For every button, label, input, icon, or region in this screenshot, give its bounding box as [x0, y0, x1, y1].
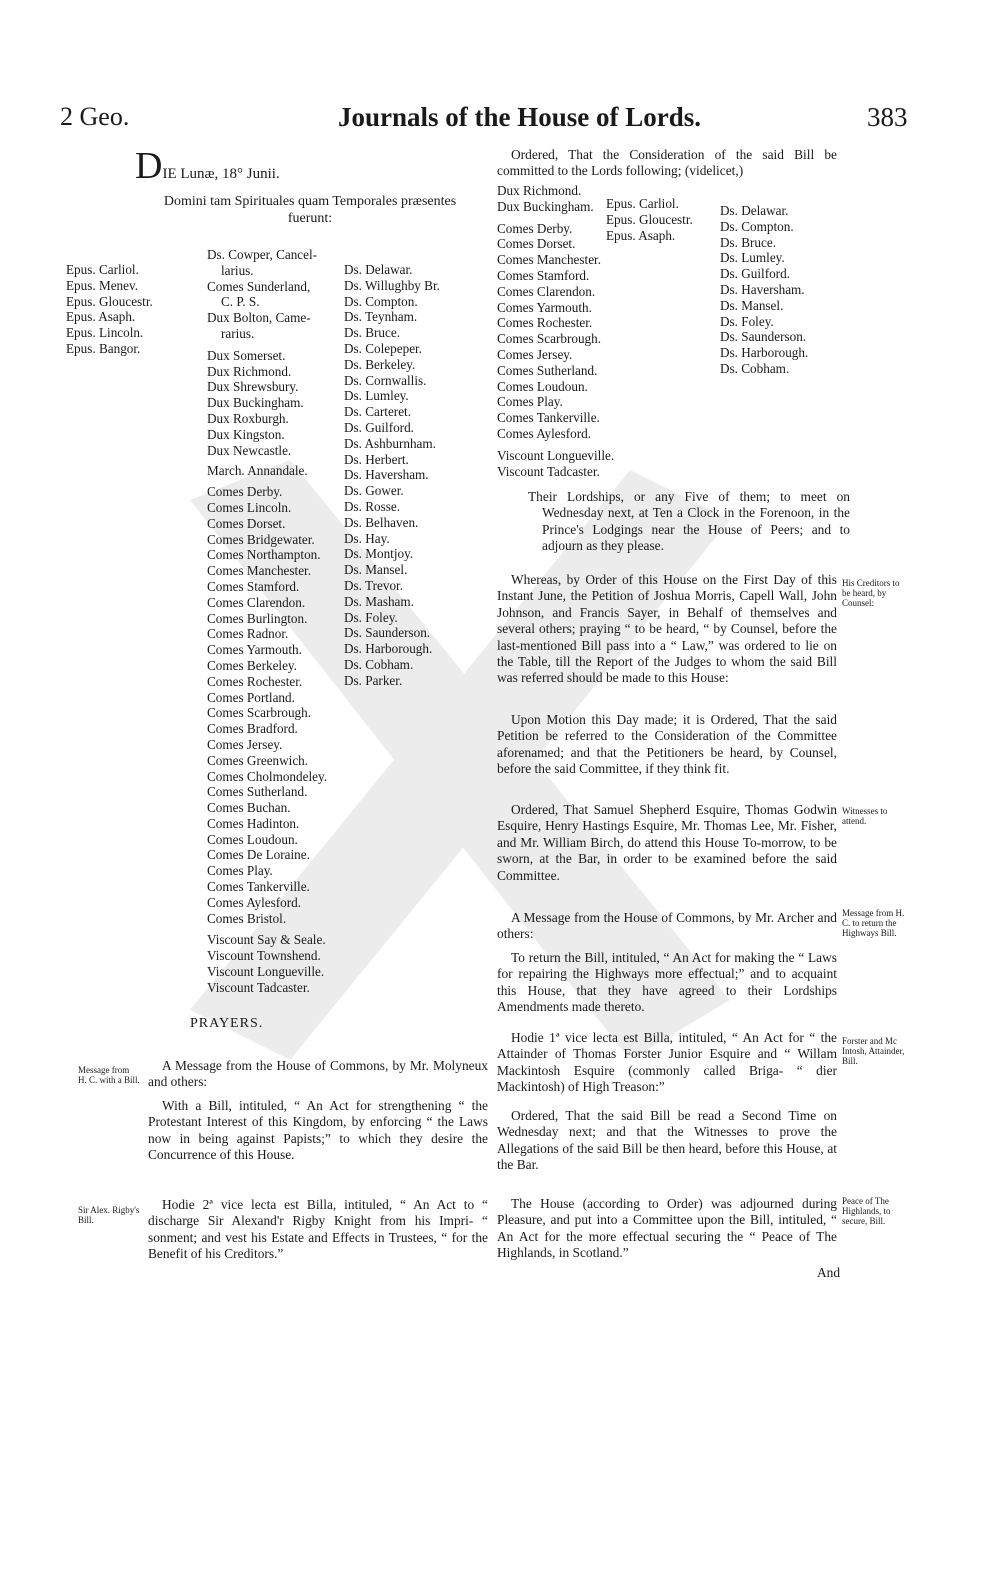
peer-name: Epus. Asaph. [66, 309, 136, 325]
margin-note: Sir Alex. Rigby's Bill. [78, 1205, 140, 1225]
entry-paragraph: Ordered, That Samuel Shepherd Esquire, Thomas Godwin Esquire, Henry Hastings Esquire, Mr. Thomas Lee, Mr. Fisher, and Mr. William Birch, do attend this House To-morrow, to be sworn, at the Bar, in order to be examined before the said Committee. [497, 802, 837, 883]
peer-name: Comes Scarbrough. [497, 331, 602, 347]
peer-name: Viscount Longueville. [497, 447, 615, 463]
attendance-heading: Domini tam Spirituales quam Temporales præsentes fuerunt: [163, 194, 457, 226]
committee-meeting-note: Their Lordships, or any Five of them; to meet on Wednesday next, at Ten a Clock in the Forenoon, in the Prince's Lodgings near the House of Peers; and to adjourn as they please. [528, 489, 850, 554]
peer-name: larius. [221, 262, 254, 278]
peer-name: Ds. Carteret. [344, 404, 412, 420]
peer-name: Comes Play. [497, 394, 563, 410]
margin-note: Peace of The Highlands, to secure, Bill. [842, 1196, 891, 1226]
entry-paragraph: Whereas, by Order of this House on the First Day of this Instant June, the Petition of Joshua Morris, Capell Wall, John Johnson, and Francis Sayer, in Behalf of themselves and several others; praying “ to be heard, “ by Counsel, before the last-mentioned Bill pass into a “ Law,” was ordered to lie on the Table, till the Report of the Judges to whom the said Bill was referred should be made to this House: [497, 572, 837, 686]
peer-name: Comes Greenwich. [207, 752, 309, 768]
entry-paragraph: To return the Bill, intituled, “ An Act for making the “ Laws for repairing the Highways more effectual;” and to acquaint this House, that they have agreed to their Lordships Amendments made thereto. [497, 950, 837, 1015]
peer-name: Ds. Lumley. [344, 388, 409, 404]
peer-name: Ds. Lumley. [720, 250, 785, 266]
peer-name: Comes Loudoun. [497, 378, 588, 394]
peer-name: Comes Aylesford. [497, 425, 592, 441]
peer-name: Ds. Saunderson. [344, 625, 431, 641]
peer-name: Ds. Cobham. [344, 656, 414, 672]
peer-name: Ds. Parker. [344, 672, 403, 688]
peer-name: Comes Radnor. [207, 626, 289, 642]
peer-name: Ds. Haversham. [344, 467, 429, 483]
peer-name: Ds. Willughby Br. [344, 277, 440, 293]
peer-name: Comes Sutherland. [497, 362, 598, 378]
header-journal-title: Journals of the House of Lords. [338, 102, 702, 132]
margin-note: Forster and Mc Intosh, Attainder, Bill. [842, 1036, 905, 1066]
header-page-number: 383 [867, 102, 908, 132]
header-regnal-year: 2 Geo. [60, 102, 130, 131]
peer-name: Ds. Guilford. [344, 419, 414, 435]
peer-name: Dux Roxburgh. [207, 410, 289, 426]
margin-note: Message from H. C. with a Bill. [78, 1065, 140, 1085]
peer-name: Ds. Harborough. [720, 345, 809, 361]
peer-name: Comes Bridgewater. [207, 531, 315, 547]
peer-name: Ds. Hay. [344, 530, 390, 546]
peer-name: Comes Aylesford. [207, 894, 302, 910]
peer-name: Ds. Herbert. [344, 451, 409, 467]
margin-note: Witnesses to attend. [842, 806, 888, 826]
peer-name: Ds. Montjoy. [344, 546, 414, 562]
peer-name: Comes Stamford. [497, 267, 590, 283]
entry-paragraph: With a Bill, intituled, “ An Act for strengthening “ the Protestant Interest of this Kingdom, by enforcing “ the Laws now in being against Papists;” to which they desire the Concurrence of this House. [148, 1098, 488, 1163]
peer-name: Ds. Bruce. [344, 325, 401, 341]
peer-name: Viscount Longueville. [207, 964, 325, 980]
committee-col-barons [720, 203, 808, 377]
peer-name: Comes Sunderland, [207, 278, 311, 294]
peer-name: Dux Newcastle. [207, 442, 292, 458]
peer-name: Comes Clarendon. [207, 594, 306, 610]
peer-name: Ds. Masham. [344, 593, 414, 609]
sitting-date [135, 147, 280, 185]
peer-name: Ds. Cowper, Cancel- [207, 247, 318, 262]
peer-name: Ds. Compton. [720, 218, 794, 234]
peer-name: Epus. Gloucestr. [66, 293, 153, 309]
entry-paragraph: Hodie 1ª vice lecta est Billa, intituled, “ An Act for “ the Attainder of Thomas Forster Junior Esquire and “ Willam Mackintosh Esquire (commonly called Briga- “ dier Mackintosh) of High Treason:” [497, 1030, 837, 1095]
peer-name: Comes Tankerville. [497, 410, 600, 426]
peer-name: Ds. Foley. [720, 313, 774, 329]
peer-name: Ds. Delawar. [720, 203, 789, 218]
peer-name: Comes Dorset. [207, 515, 286, 531]
peer-name: Ds. Mansel. [344, 562, 408, 578]
peer-name: Comes Dorset. [497, 236, 576, 252]
peer-name: Comes Manchester. [207, 563, 312, 579]
peer-name: Dux Somerset. [207, 347, 286, 363]
peer-name: Ds. Rosse. [344, 498, 401, 514]
entry-paragraph: A Message from the House of Commons, by Mr. Archer and others: [497, 910, 837, 942]
peer-name: Comes Hadinton. [207, 815, 300, 831]
peer-name: Comes Cholmondeley. [207, 768, 328, 784]
margin-note: Message from H. C. to return the Highways Bill. [842, 908, 905, 938]
peer-name: Comes De Loraine. [207, 847, 310, 863]
peer-name: Ds. Guilford. [720, 266, 790, 282]
peer-name: Comes Portland. [207, 689, 295, 705]
peer-name: Comes Rochester. [207, 673, 303, 689]
peer-name: Epus. Asaph. [606, 227, 676, 243]
bishops-list [66, 262, 153, 357]
committee-order: Ordered, That the Consideration of the said Bill be committed to the Lords following; (videlicet,) [497, 147, 837, 179]
peer-name: Comes Northampton. [207, 547, 321, 563]
peer-name: March. Annandale. [207, 463, 308, 479]
peer-name: Ds. Trevor. [344, 577, 403, 593]
peer-name: Comes Scarbrough. [207, 705, 312, 721]
peer-name: Epus. Lincoln. [66, 325, 144, 341]
peer-name: Comes Lincoln. [207, 499, 292, 515]
peer-name: Epus. Carliol. [606, 196, 679, 211]
catchword: And [817, 1265, 841, 1280]
peer-name: Comes Jersey. [497, 346, 573, 362]
peer-name: Dux Buckingham. [207, 395, 304, 411]
committee-col-bishops [606, 196, 693, 243]
peer-name: Ds. Gower. [344, 483, 404, 499]
peer-name: Ds. Bruce. [720, 234, 777, 250]
entry-paragraph: Hodie 2ª vice lecta est Billa, intituled, “ An Act to “ discharge Sir Alexand'r Rigby Knight from his Impri- “ sonment; and vest his Estate and Effects in Trustees, “ for the Benefit of his Creditors.” [148, 1197, 488, 1262]
date-text: IE Lunæ, 18° Junii. [162, 166, 280, 182]
peer-name: Ds. Harborough. [344, 641, 433, 657]
peer-name: Viscount Townshend. [207, 948, 321, 964]
peer-name: Ds. Ashburnham. [344, 435, 436, 451]
peer-name: Ds. Belhaven. [344, 514, 419, 530]
entry-paragraph: The House (according to Order) was adjourned during Pleasure, and put into a Committee upon the Bill, intituled, “ An Act for the more effectual securing the “ Peace of The Highlands, in Scotland.” [497, 1196, 837, 1261]
peer-name: Comes Berkeley. [207, 657, 297, 673]
peer-name: Ds. Compton. [344, 293, 418, 309]
peer-name: Epus. Menev. [66, 277, 139, 293]
barons-list [344, 262, 440, 689]
prayers-heading: PRAYERS. [190, 1016, 264, 1031]
peer-name: Ds. Teynham. [344, 309, 418, 325]
peer-name: Dux Bolton, Came- [207, 310, 311, 326]
peer-name: Dux Richmond. [497, 183, 582, 198]
entry-paragraph: Upon Motion this Day made; it is Ordered, That the said Petition be referred to the Consideration of the Committee aforenamed; and that the Petitioners be heard, by Counsel, before the said Committee, if they think fit. [497, 712, 837, 777]
peer-name: Epus. Bangor. [66, 340, 141, 356]
peer-name: Comes Clarendon. [497, 283, 596, 299]
peer-name: Viscount Say & Seale. [207, 932, 326, 948]
peer-name: Dux Buckingham. [497, 198, 594, 214]
peer-name: Comes Bristol. [207, 910, 287, 926]
peer-name: Comes Burlington. [207, 610, 308, 626]
committee-col-temporal [497, 183, 614, 479]
peer-name: Viscount Tadcaster. [207, 979, 310, 995]
peer-name: Comes Tankerville. [207, 879, 310, 895]
peer-name: Comes Sutherland. [207, 784, 308, 800]
entry-paragraph: Ordered, That the said Bill be read a Second Time on Wednesday next; and that the Witnesses to prove the Allegations of the said Bill be then heard, before this House, at the Bar. [497, 1108, 837, 1173]
peer-name: Comes Jersey. [207, 736, 283, 752]
margin-note: His Creditors to be heard, by Counsel: [842, 578, 900, 608]
peer-name: Comes Derby. [497, 220, 573, 236]
peer-name: Comes Yarmouth. [497, 299, 592, 315]
peer-name: Dux Richmond. [207, 363, 292, 379]
peer-name: Ds. Berkeley. [344, 356, 416, 372]
peer-name: Ds. Cobham. [720, 360, 790, 376]
peer-name: Ds. Colepeper. [344, 340, 423, 356]
peer-name: Comes Buchan. [207, 800, 291, 816]
peer-name: Dux Kingston. [207, 426, 285, 442]
peer-name: rarius. [221, 325, 255, 341]
peer-name: Comes Bradford. [207, 721, 298, 737]
peer-name: Epus. Gloucestr. [606, 211, 693, 227]
peer-name: Comes Rochester. [497, 315, 593, 331]
peer-name: Ds. Delawar. [344, 262, 413, 277]
peer-name: Ds. Saunderson. [720, 329, 807, 345]
drop-cap: D [135, 145, 163, 187]
running-header [0, 102, 992, 142]
peer-name: Comes Stamford. [207, 578, 300, 594]
peer-name: Comes Manchester. [497, 252, 602, 268]
peer-name: Comes Yarmouth. [207, 642, 302, 658]
temporal-lords-list [207, 247, 327, 996]
peer-name: Viscount Tadcaster. [497, 463, 600, 479]
peer-name: Ds. Foley. [344, 609, 398, 625]
peer-name: C. P. S. [221, 294, 260, 310]
peer-name: Comes Loudoun. [207, 831, 298, 847]
peer-name: Comes Play. [207, 863, 273, 879]
peer-name: Dux Shrewsbury. [207, 379, 299, 395]
entry-paragraph: A Message from the House of Commons, by Mr. Molyneux and others: [148, 1058, 488, 1090]
peer-name: Ds. Haversham. [720, 281, 805, 297]
peer-name: Comes Derby. [207, 484, 283, 500]
peer-name: Ds. Mansel. [720, 297, 784, 313]
peer-name: Epus. Carliol. [66, 262, 139, 277]
peer-name: Ds. Cornwallis. [344, 372, 427, 388]
